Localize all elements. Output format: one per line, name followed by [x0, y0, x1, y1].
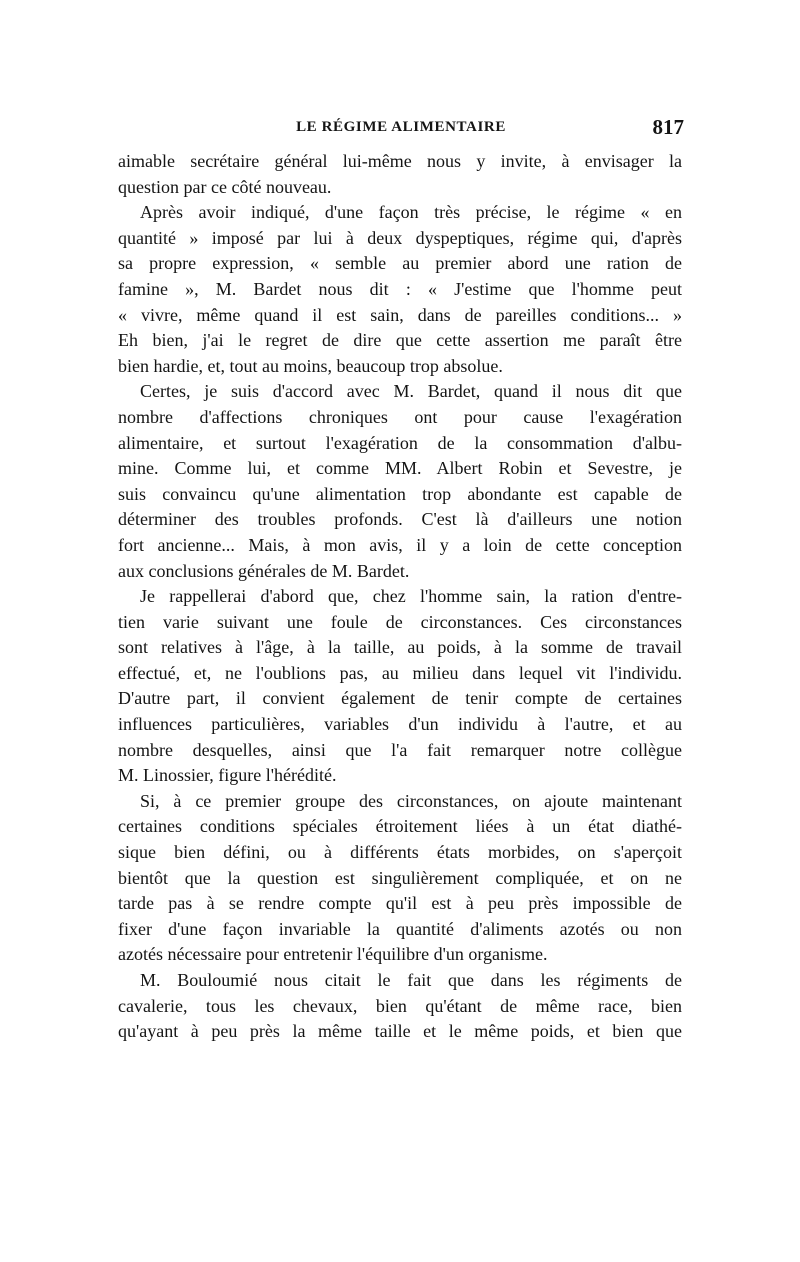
- text-line: sa propre expression, « semble au premier abord une ration de: [118, 253, 682, 274]
- text-line: Eh bien, j'ai le regret de dire que cette assertion me paraît être: [118, 330, 682, 351]
- text-line: azotés nécessaire pour entretenir l'équilibre d'un organisme.: [118, 944, 548, 965]
- text-line: M. Linossier, figure l'hérédité.: [118, 765, 337, 786]
- text-line: suis convaincu qu'une alimentation trop abondante est capable de: [118, 483, 682, 504]
- page-number: 817: [652, 115, 684, 139]
- text-line: cavalerie, tous les chevaux, bien qu'étant de même race, bien: [118, 995, 682, 1016]
- text-line: bientôt que la question est singulièrement compliquée, et on ne: [118, 867, 682, 888]
- text-line: fixer d'une façon invariable la quantité d'aliments azotés ou non: [118, 918, 682, 939]
- text-line: fort ancienne... Mais, à mon avis, il y a loin de cette conception: [118, 534, 682, 555]
- text-line: D'autre part, il convient également de tenir compte de certaines: [118, 688, 682, 709]
- text-line: Certes, je suis d'accord avec M. Bardet, quand il nous dit que: [140, 381, 682, 402]
- text-line: question par ce côté nouveau.: [118, 176, 332, 197]
- text-line: aux conclusions générales de M. Bardet.: [118, 560, 410, 581]
- text-line: sique bien défini, ou à différents états morbides, on s'aperçoit: [118, 842, 682, 863]
- running-title: LE RÉGIME ALIMENTAIRE: [296, 119, 506, 135]
- text-line: effectué, et, ne l'oublions pas, au milieu dans lequel vit l'individu.: [118, 662, 682, 683]
- text-line: bien hardie, et, tout au moins, beaucoup trop absolue.: [118, 355, 503, 376]
- text-line: tarde pas à se rendre compte qu'il est à peu près impossible de: [118, 893, 682, 914]
- running-head: [118, 115, 684, 143]
- text-line: alimentaire, et surtout l'exagération de la consommation d'albu-: [118, 432, 682, 453]
- text-line: mine. Comme lui, et comme MM. Albert Robin et Sevestre, je: [118, 458, 682, 479]
- text-line: « vivre, même quand il est sain, dans de pareilles conditions... »: [118, 304, 682, 325]
- text-line: Après avoir indiqué, d'une façon très précise, le régime « en: [140, 202, 682, 223]
- text-line: qu'ayant à peu près la même taille et le même poids, et bien que: [118, 1021, 682, 1042]
- text-line: Je rappellerai d'abord que, chez l'homme sain, la ration d'entre-: [140, 586, 682, 607]
- text-line: tien varie suivant une foule de circonstances. Ces circonstances: [118, 611, 682, 632]
- text-line: quantité » imposé par lui à deux dyspeptiques, régime qui, d'après: [118, 227, 682, 248]
- body-text: [118, 149, 682, 1045]
- text-line: nombre d'affections chroniques ont pour cause l'exagération: [118, 406, 682, 427]
- text-line: M. Bouloumié nous citait le fait que dans les régiments de: [140, 970, 682, 990]
- text-line: sont relatives à l'âge, à la taille, au poids, à la somme de travail: [118, 637, 682, 658]
- text-line: aimable secrétaire général lui-même nous y invite, à envisager la: [118, 151, 682, 171]
- text-line: nombre desquelles, ainsi que l'a fait remarquer notre collègue: [118, 739, 682, 760]
- text-line: déterminer des troubles profonds. C'est là d'ailleurs une notion: [118, 509, 682, 530]
- text-line: certaines conditions spéciales étroitement liées à un état diathé-: [118, 816, 682, 837]
- text-line: Si, à ce premier groupe des circonstances, on ajoute maintenant: [140, 790, 682, 811]
- text-line: influences particulières, variables d'un individu à l'autre, et au: [118, 714, 682, 735]
- text-line: famine », M. Bardet nous dit : « J'estime que l'homme peut: [118, 278, 682, 299]
